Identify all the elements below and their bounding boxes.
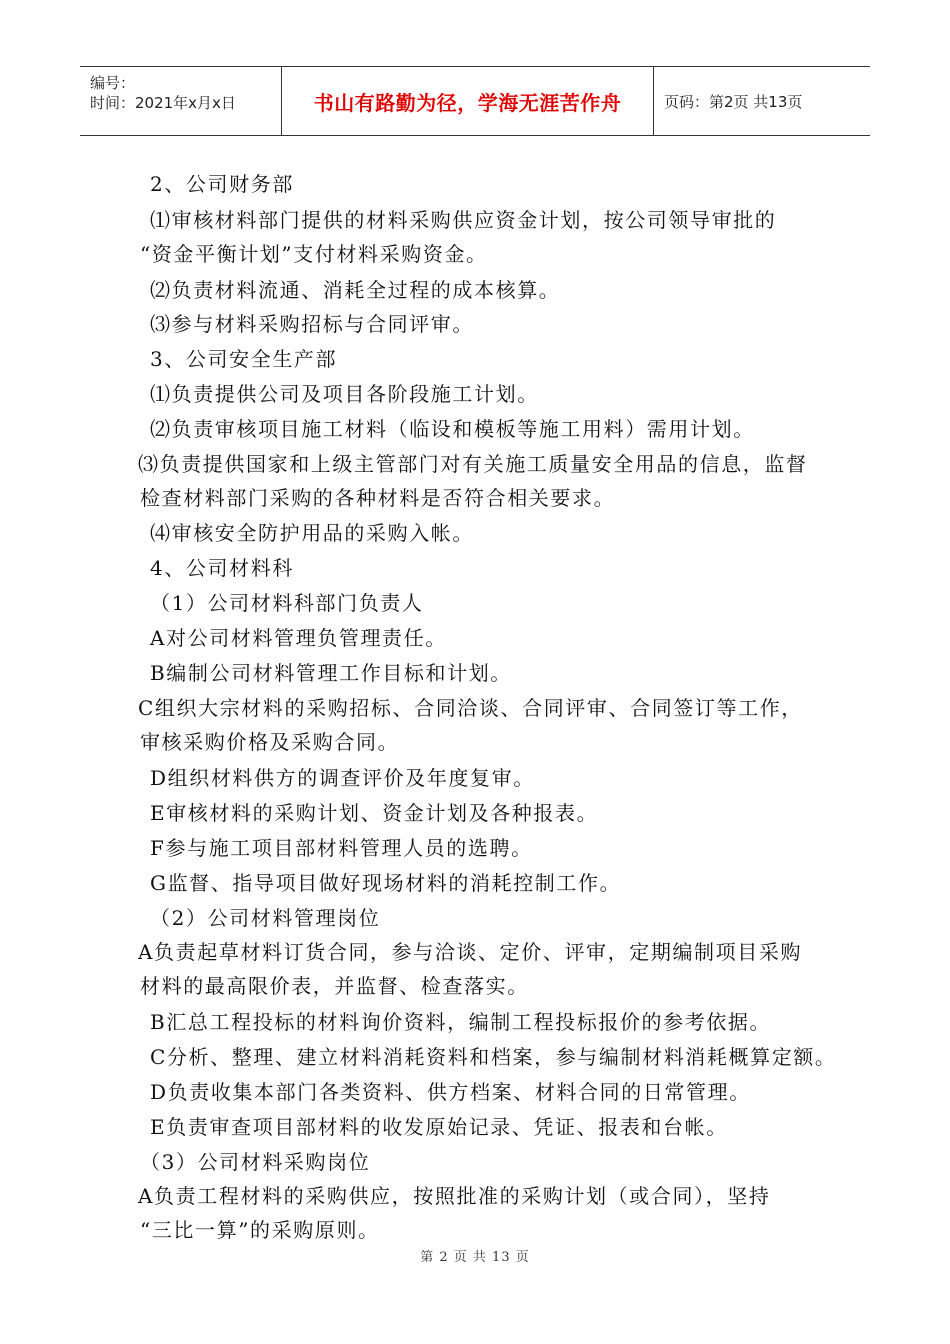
paragraph-line: F参与施工项目部材料管理人员的选聘。 xyxy=(150,836,533,860)
paragraph-line: ⑴审核材料部门提供的材料采购供应资金计划，按公司领导审批的 xyxy=(150,208,777,232)
time-label: 时间：2021年x月x日 xyxy=(90,94,236,112)
header-meta xyxy=(80,67,282,135)
document-header xyxy=(80,66,870,136)
paragraph-line: 检查材料部门采购的各种材料是否符合相关要求。 xyxy=(140,486,616,510)
subsection-heading: （3）公司材料采购岗位 xyxy=(140,1150,371,1174)
header-page-info: 页码：第2页 共13页 xyxy=(664,92,803,111)
paragraph-line: 材料的最高限价表，并监督、检查落实。 xyxy=(140,974,529,998)
paragraph-line: C分析、整理、建立材料消耗资料和档案，参与编制材料消耗概算定额。 xyxy=(150,1045,837,1069)
paragraph-line: 审核采购价格及采购合同。 xyxy=(140,730,400,754)
page-footer: 第 2 页 共 13 页 xyxy=(420,1250,530,1265)
paragraph-line: A负责工程材料的采购供应，按照批准的采购计划（或合同），坚持 xyxy=(138,1184,771,1208)
paragraph-line: A对公司材料管理负管理责任。 xyxy=(150,626,447,650)
paragraph-line: ⑶负责提供国家和上级主管部门对有关施工质量安全用品的信息，监督 xyxy=(138,452,808,476)
section-heading: 2、公司财务部 xyxy=(150,172,294,196)
number-label: 编号： xyxy=(90,74,136,92)
paragraph-line: B汇总工程投标的材料询价资料，编制工程投标报价的参考依据。 xyxy=(150,1010,772,1034)
paragraph-line: ⑶参与材料采购招标与合同评审。 xyxy=(150,312,474,336)
header-motto: 书山有路勤为径，学海无涯苦作舟 xyxy=(282,67,654,135)
paragraph-line: D组织材料供方的调查评价及年度复审。 xyxy=(150,766,535,790)
paragraph-line: ⑵负责审核项目施工材料（临设和模板等施工用料）需用计划。 xyxy=(150,417,755,441)
subsection-heading: （1）公司材料科部门负责人 xyxy=(150,591,424,615)
subsection-heading: （2）公司材料管理岗位 xyxy=(150,906,381,930)
section-heading: 4、公司材料科 xyxy=(150,556,294,580)
paragraph-line: C组织大宗材料的采购招标、合同洽谈、合同评审、合同签订等工作， xyxy=(138,696,803,720)
paragraph-line: ⑵负责材料流通、消耗全过程的成本核算。 xyxy=(150,278,561,302)
paragraph-line: D负责收集本部门各类资料、供方档案、材料合同的日常管理。 xyxy=(150,1080,751,1104)
paragraph-line: “三比一算”的采购原则。 xyxy=(140,1218,380,1242)
paragraph-line: E审核材料的采购计划、资金计划及各种报表。 xyxy=(150,801,599,825)
section-heading: 3、公司安全生产部 xyxy=(150,347,338,371)
paragraph-line: G监督、指导项目做好现场材料的消耗控制工作。 xyxy=(150,871,622,895)
paragraph-line: ⑴负责提供公司及项目各阶段施工计划。 xyxy=(150,382,539,406)
paragraph-line: ⑷审核安全防护用品的采购入帐。 xyxy=(150,521,474,545)
paragraph-line: B编制公司材料管理工作目标和计划。 xyxy=(150,661,512,685)
paragraph-line: E负责审查项目部材料的收发原始记录、凭证、报表和台帐。 xyxy=(150,1115,728,1139)
paragraph-line: “资金平衡计划”支付材料采购资金。 xyxy=(140,242,488,266)
paragraph-line: A负责起草材料订货合同，参与洽谈、定价、评审，定期编制项目采购 xyxy=(138,940,803,964)
